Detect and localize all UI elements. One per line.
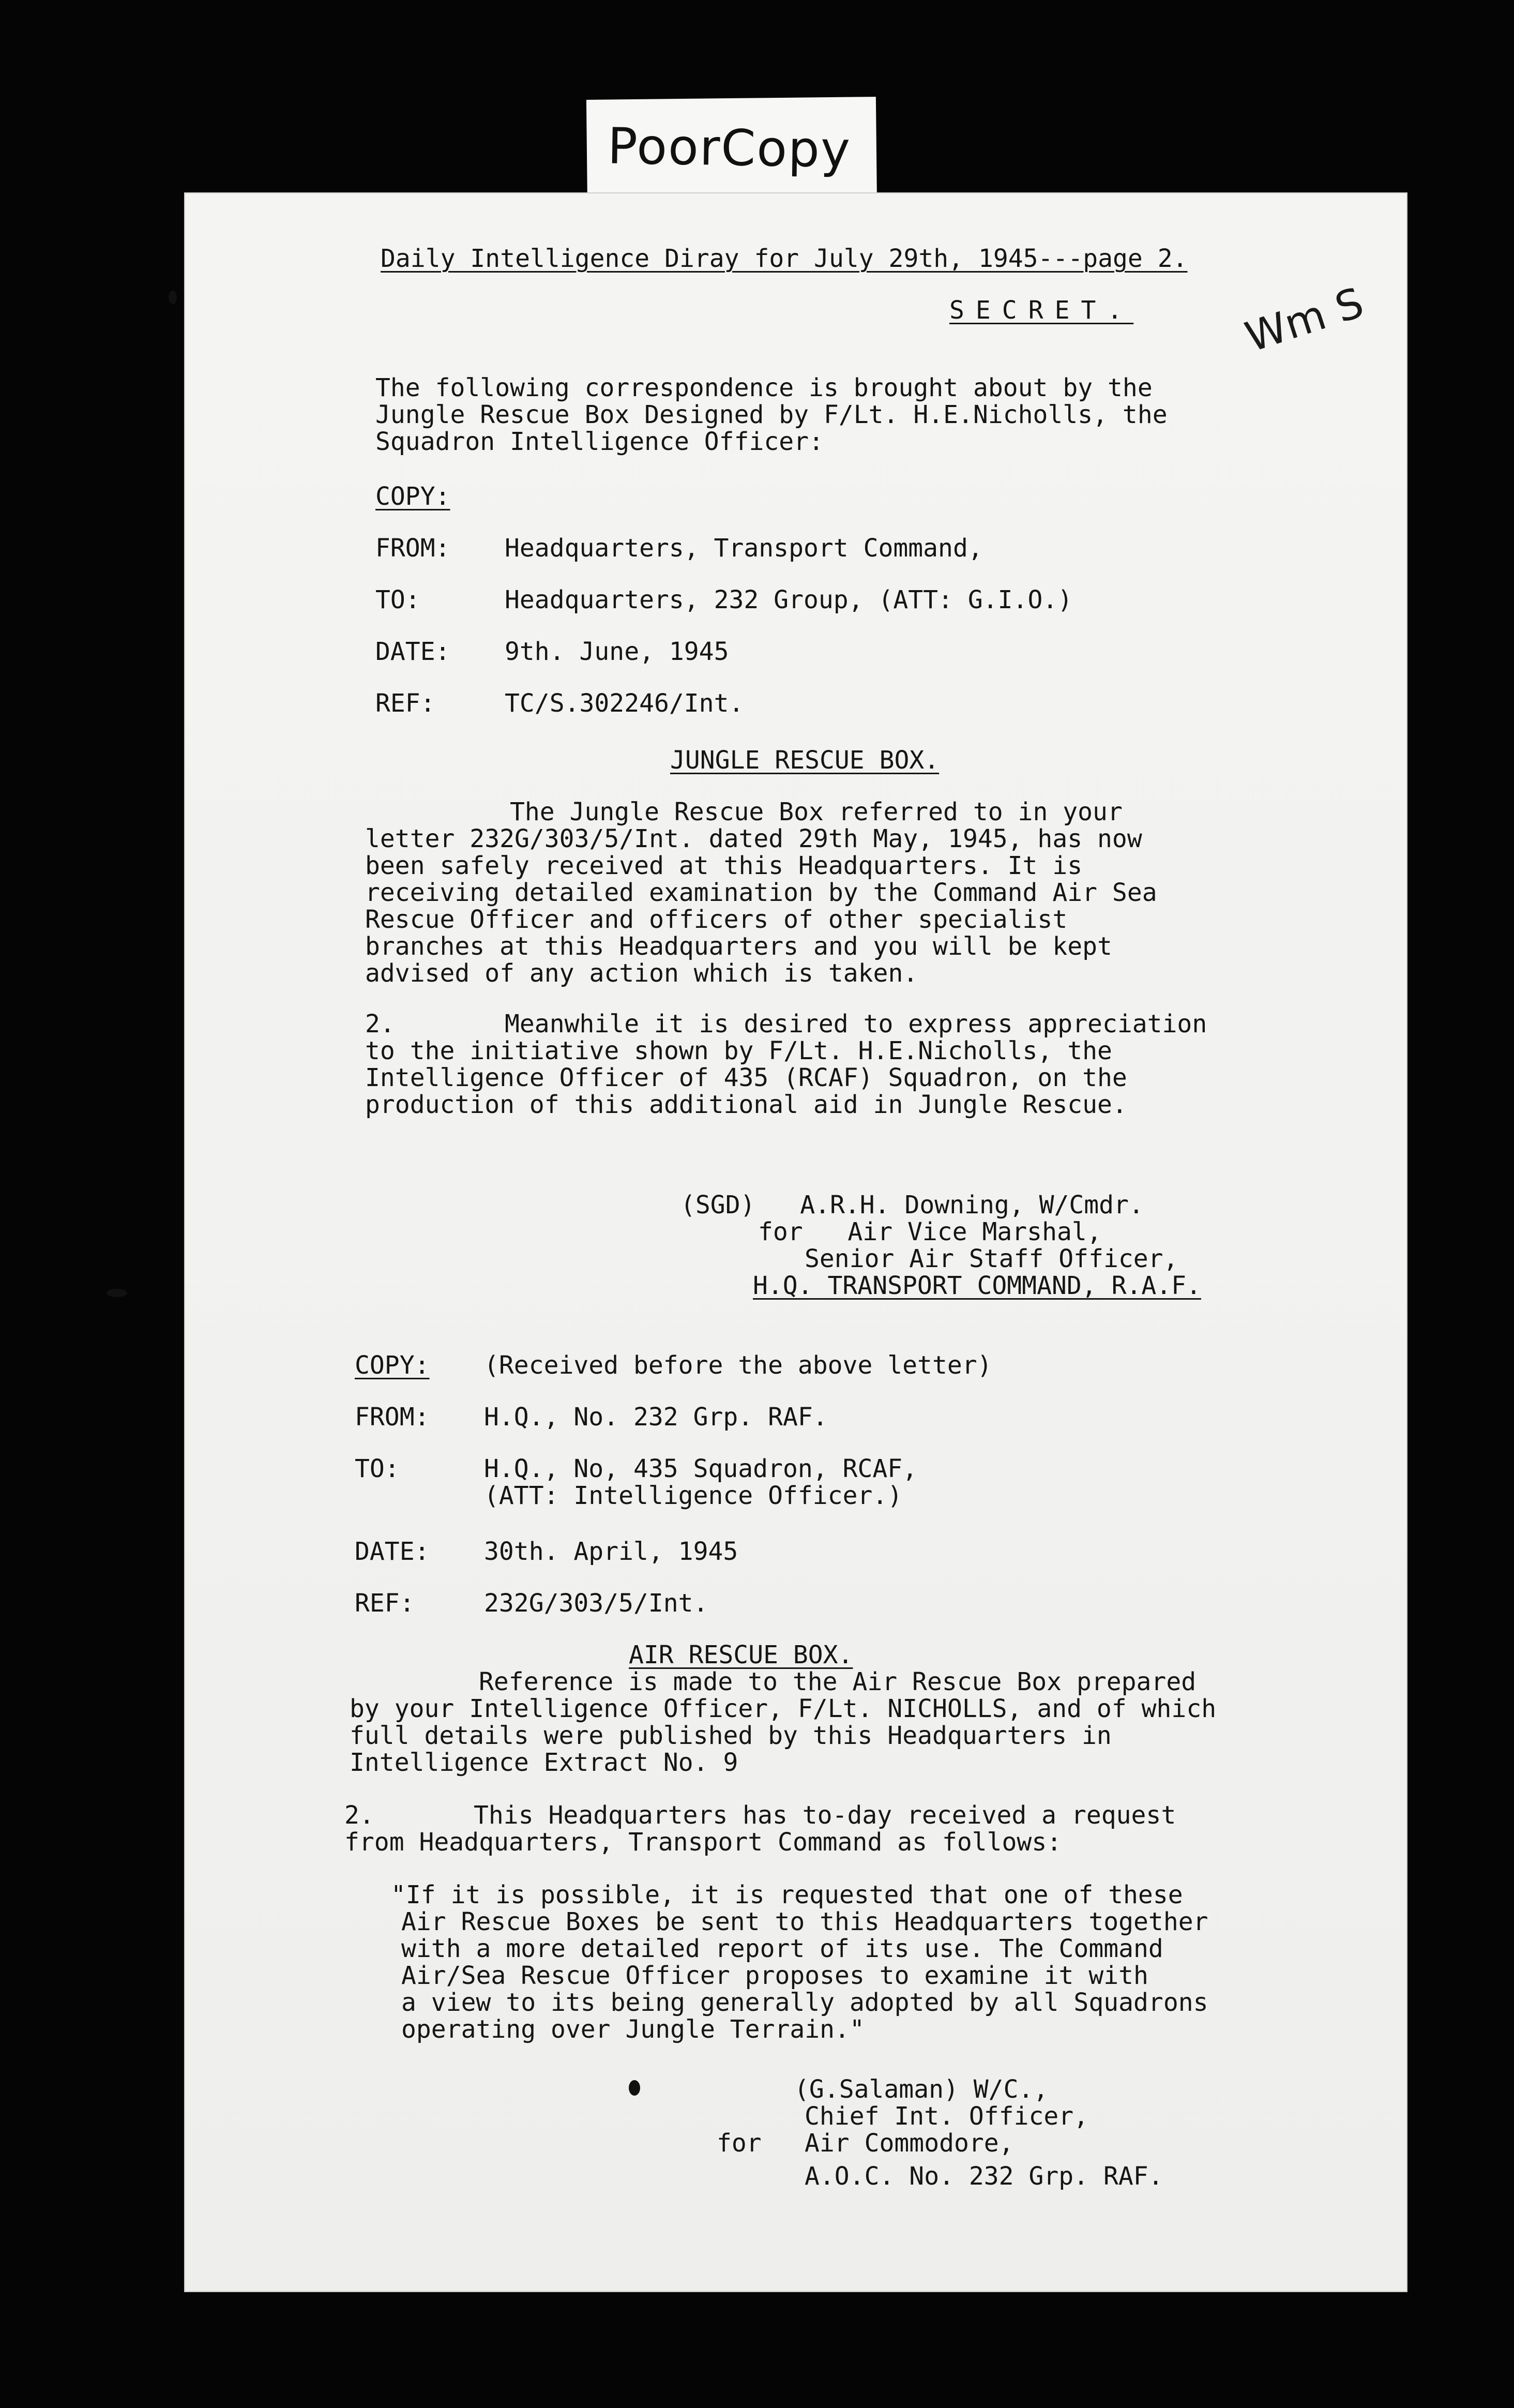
l1-p1-line-6: branches at this Headquarters and you will be kept [365, 932, 1112, 961]
quote-line-5: a view to its being generally adopted by all Squadrons [401, 1988, 1208, 2017]
to-value-2-line-2: (ATT: Intelligence Officer.) [484, 1481, 903, 1510]
from-label-2: FROM: [355, 1403, 430, 1432]
ref-value-2: 232G/303/5/Int. [484, 1589, 708, 1618]
l2-p2-line-2: from Headquarters, Transport Command as follows: [344, 1828, 1062, 1857]
l2-p1-line-2: by your Intelligence Officer, F/Lt. NICHOLLS, and of which [350, 1694, 1217, 1723]
ref-label-1: REF: [375, 689, 435, 718]
sig2-line-3: Air Commodore, [805, 2129, 1014, 2158]
scan-speck [107, 1289, 127, 1297]
l1-p2-line-2: to the initiative shown by F/Lt. H.E.Nicholls, the [365, 1036, 1112, 1065]
l1-p1-line-3: been safely received at this Headquarters. It is [365, 851, 1083, 880]
scan-speck [169, 291, 177, 304]
quote-line-6: operating over Jungle Terrain." [401, 2015, 865, 2044]
ref-label-2: REF: [355, 1589, 415, 1618]
to-value-1: Headquarters, 232 Group, (ATT: G.I.O.) [505, 585, 1073, 614]
quote-line-2: Air Rescue Boxes be sent to this Headquarters together [401, 1907, 1208, 1936]
to-label-1: TO: [375, 585, 420, 614]
to-label-2: TO: [355, 1454, 400, 1483]
date-label-2: DATE: [355, 1537, 430, 1566]
document-page [184, 192, 1407, 2292]
from-label-1: FROM: [375, 534, 450, 563]
intro-line-2: Jungle Rescue Box Designed by F/Lt. H.E.Nicholls, the [375, 400, 1168, 429]
quote-line-1: "If it is possible, it is requested that one of these [391, 1880, 1183, 1909]
date-value-1: 9th. June, 1945 [505, 637, 729, 666]
to-value-2: H.Q., No, 435 Squadron, RCAF, [484, 1454, 918, 1483]
l1-p2-line-1: Meanwhile it is desired to express appreciation [505, 1010, 1207, 1039]
poor-copy-label [586, 97, 877, 208]
sig1-line-4: H.Q. TRANSPORT COMMAND, R.A.F. [753, 1271, 1201, 1300]
from-value-1: Headquarters, Transport Command, [505, 534, 983, 563]
l2-p2-number: 2. [344, 1801, 374, 1830]
sig1-line-1: (SGD) A.R.H. Downing, W/Cmdr. [680, 1191, 1144, 1220]
scan-speck [629, 2080, 640, 2096]
date-value-2: 30th. April, 1945 [484, 1537, 738, 1566]
quote-line-4: Air/Sea Rescue Officer proposes to examine it with [401, 1961, 1148, 1990]
diary-header: Daily Intelligence Diray for July 29th, 1945---page 2. [381, 244, 1188, 273]
l1-p2-line-4: production of this additional aid in Jungle Rescue. [365, 1090, 1127, 1119]
sig2-line-4: A.O.C. No. 232 Grp. RAF. [805, 2162, 1163, 2191]
copy-note-2: (Received before the above letter) [484, 1351, 992, 1380]
copy-label-2: COPY: [355, 1351, 430, 1380]
handwritten-initials: Wm S [1239, 278, 1369, 362]
intro-line-3: Squadron Intelligence Officer: [375, 427, 824, 456]
ref-value-1: TC/S.302246/Int. [505, 689, 744, 718]
sig2-for: for [717, 2129, 762, 2158]
l1-p1-line-4: receiving detailed examination by the Command Air Sea [365, 878, 1157, 907]
sig2-line-1: (G.Salaman) W/C., [794, 2075, 1049, 2104]
quote-line-3: with a more detailed report of its use. The Command [401, 1934, 1163, 1963]
sig1-line-2: for Air Vice Marshal, [758, 1217, 1102, 1246]
l2-p2-line-1: This Headquarters has to-day received a request [474, 1801, 1176, 1830]
l2-p1-line-1: Reference is made to the Air Rescue Box prepared [479, 1667, 1197, 1696]
sig2-line-2: Chief Int. Officer, [805, 2102, 1089, 2131]
l1-p2-line-3: Intelligence Officer of 435 (RCAF) Squadron, on the [365, 1063, 1127, 1092]
date-label-1: DATE: [375, 637, 450, 666]
l1-p2-number: 2. [365, 1010, 395, 1039]
intro-line-1: The following correspondence is brought about by the [375, 373, 1153, 402]
l2-p1-line-4: Intelligence Extract No. 9 [350, 1748, 738, 1777]
sig1-line-3: Senior Air Staff Officer, [805, 1244, 1178, 1273]
subject-jungle-rescue-box: JUNGLE RESCUE BOX. [670, 746, 940, 775]
l1-p1-line-7: advised of any action which is taken. [365, 959, 918, 988]
secret-classification: SECRET. [949, 296, 1134, 325]
copy-label-1: COPY: [375, 482, 450, 511]
l2-p1-line-3: full details were published by this Headquarters in [350, 1721, 1112, 1750]
l1-p1-line-5: Rescue Officer and officers of other specialist [365, 905, 1068, 934]
from-value-2: H.Q., No. 232 Grp. RAF. [484, 1403, 828, 1432]
poor-copy-text: PoorCopy [607, 117, 852, 179]
subject-air-rescue-box: AIR RESCUE BOX. [629, 1641, 853, 1669]
l1-p1-line-2: letter 232G/303/5/Int. dated 29th May, 1945, has now [365, 824, 1142, 853]
l1-p1-line-1: The Jungle Rescue Box referred to in your [510, 797, 1123, 826]
